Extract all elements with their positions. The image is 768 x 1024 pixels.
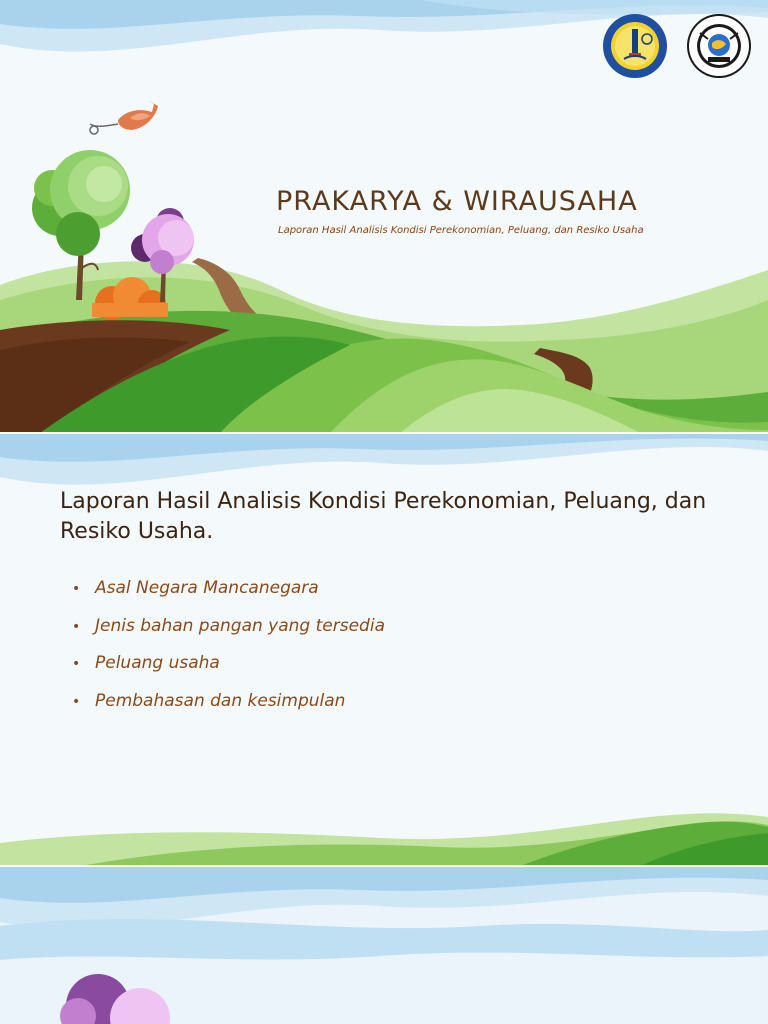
list-item: • Jenis bahan pangan yang tersedia [72,615,385,636]
list-item: • Asal Negara Mancanegara [72,578,319,598]
agenda-heading: Laporan Hasil Analisis Kondisi Perekonomian, Peluang, dan Resiko Usaha. [60,489,707,544]
list-item: • Peluang usaha [72,653,220,673]
agenda-slide [0,433,768,866]
agenda-list [72,578,385,728]
slide-divider [0,865,768,867]
slide-divider [0,432,768,434]
slide-subtitle: Laporan Hasil Analisis Kondisi Perekonomian, Peluang, dan Resiko Usaha [278,225,644,236]
school-emblem-icon [602,13,668,79]
bullet-icon: • [72,656,81,672]
slide-title: PRAKARYA & WIRAUSAHA [276,186,638,217]
bullet-icon: • [72,581,81,597]
next-slide-partial [0,866,768,1024]
slide-background [0,866,768,1024]
science-club-emblem-icon [686,13,752,79]
bullet-icon: • [72,618,81,635]
title-slide [0,0,768,433]
bullet-icon: • [72,693,81,710]
list-item: • Pembahasan dan kesimpulan [72,690,346,711]
